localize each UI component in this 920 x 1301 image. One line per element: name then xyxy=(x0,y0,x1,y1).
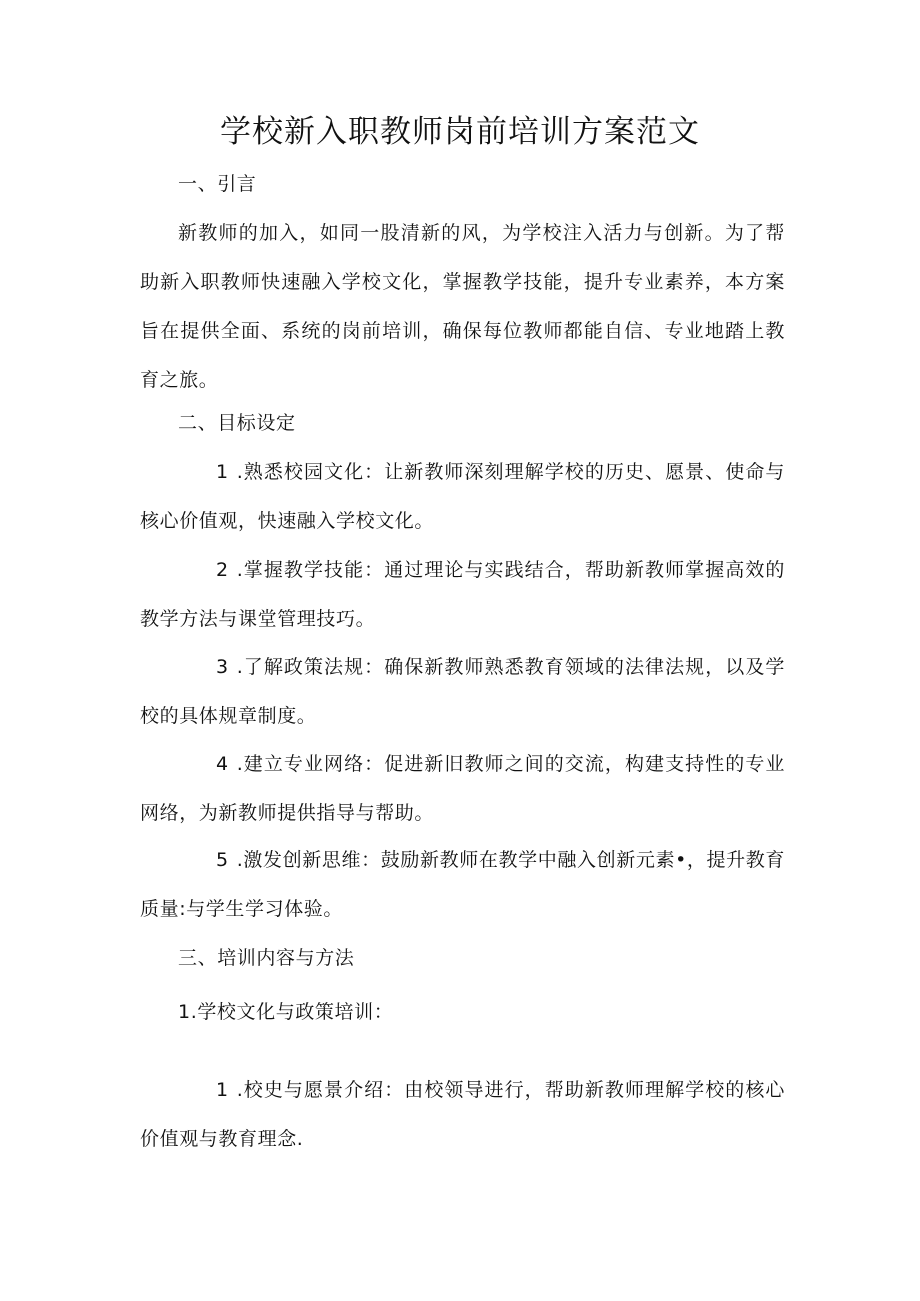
goal-item-text: .熟悉校园文化：让新教师深刻理解学校的历史、愿景、使命与核心价值观，快速融入学校文化。 xyxy=(140,461,785,532)
goal-item-number: 3 xyxy=(216,656,229,678)
content-item xyxy=(140,1066,785,1164)
goal-item-number: 4 xyxy=(216,753,229,775)
goal-item xyxy=(140,546,785,644)
goal-item-number: 5 xyxy=(216,849,229,871)
section-heading-content: 三、培训内容与方法 xyxy=(178,947,355,969)
goal-item-number: 1 xyxy=(216,461,229,483)
goal-item-text: .掌握教学技能：通过理论与实践结合，帮助新教师掌握高效的教学方法与课堂管理技巧。 xyxy=(140,559,785,630)
goal-item xyxy=(140,740,785,838)
goal-item xyxy=(140,836,785,934)
goal-item-text: .激发创新思维：鼓励新教师在教学中融入创新元素•，提升教育质量:与学生学习体验。 xyxy=(140,849,785,920)
content-item-text: .校史与愿景介绍：由校领导进行，帮助新教师理解学校的核心价值观与教育理念. xyxy=(140,1079,785,1150)
goal-item xyxy=(140,643,785,741)
content-item-number: 1 xyxy=(216,1079,229,1101)
goal-item-text: .了解政策法规：确保新教师熟悉教育领域的法律法规，以及学校的具体规章制度。 xyxy=(140,656,785,727)
document-title: 学校新入职教师岗前培训方案范文 xyxy=(220,114,700,150)
section-heading-intro: 一、引言 xyxy=(178,173,257,195)
goal-item-text: .建立专业网络：促进新旧教师之间的交流，构建支持性的专业网络，为新教师提供指导与帮助。 xyxy=(140,753,785,824)
section-heading-goals: 二、目标设定 xyxy=(178,412,296,434)
goal-item-number: 2 xyxy=(216,559,229,581)
subsection-heading: 1.学校文化与政策培训： xyxy=(178,1001,394,1023)
goal-item xyxy=(140,448,785,546)
intro-paragraph: 新教师的加入，如同一股清新的风，为学校注入活力与创新。为了帮助新入职教师快速融入学校文化，掌握教学技能，提升专业素养，本方案旨在提供全面、系统的岗前培训，确保每位教师都能自信、专业地踏上教育之旅。 xyxy=(140,222,785,391)
